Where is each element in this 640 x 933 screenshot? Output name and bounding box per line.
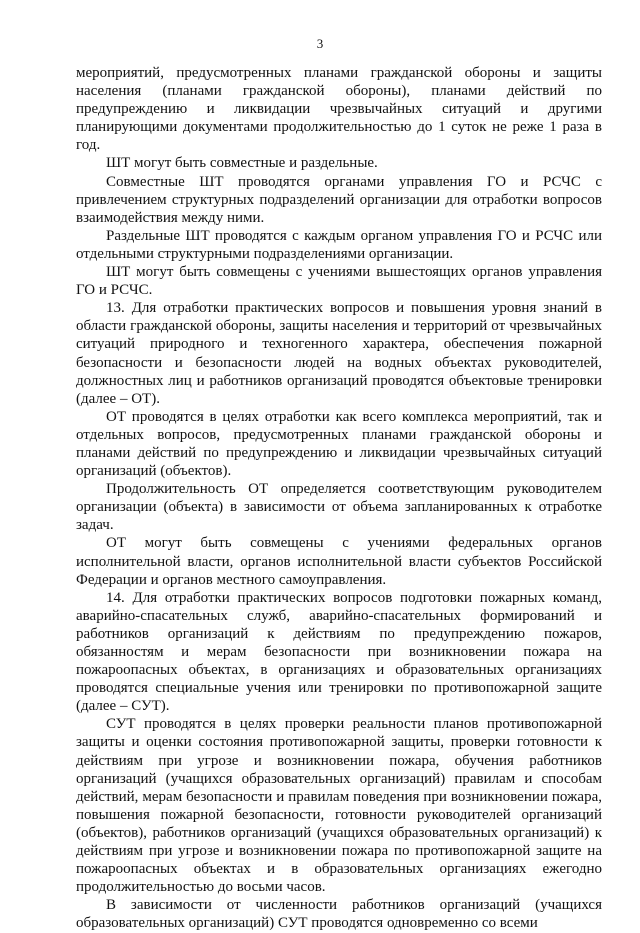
paragraph: ОТ проводятся в целях отработки как всего комплекса мероприятий, так и отдельных вопросов, предусмотренных планами гражданской обороны и планами действий по предупреждению и ликвидации чрезвычайных ситуаций организаций (объектов). <box>76 408 602 480</box>
paragraph: СУТ проводятся в целях проверки реальности планов противопожарной защиты и оценки состояния противопожарной защиты, проверки готовности к действиям при угрозе и возникновении пожара, обучения работников организаций (учащихся образовательных организаций) правилам и способам действий, мерам безопасности и правилам поведения при возникновении пожара, повышения пожарной безопасности, готовности руководителей организаций (объектов), работников организаций (учащихся образовательных организаций) к действиям при угрозе и возникновении пожара по противопожарной защите на пожароопасных объектах и в образовательных организациях ежегодно продолжительностью до восьми часов. <box>76 716 602 896</box>
paragraph: ШТ могут быть совмещены с учениями вышестоящих органов управления ГО и РСЧС. <box>76 264 602 299</box>
paragraph: В зависимости от численности работников организаций (учащихся образовательных организаций) СУТ проводятся одновременно со всеми <box>76 897 602 932</box>
paragraph: ШТ могут быть совместные и раздельные. <box>106 155 378 172</box>
paragraph: ОТ могут быть совмещены с учениями федеральных органов исполнительной власти, органов исполнительной власти субъектов Российской Федерации и органов местного самоуправления. <box>76 535 602 588</box>
page-number: 3 <box>316 36 324 51</box>
paragraph: Совместные ШТ проводятся органами управления ГО и РСЧС с привлечением структурных подразделений организации для отработки вопросов взаимодействия между ними. <box>76 173 602 226</box>
document-body <box>76 64 602 933</box>
paragraph: Продолжительность ОТ определяется соответствующим руководителем организации (объекта) в зависимости от объема запланированных к отработке задач. <box>76 481 602 534</box>
paragraph: 13. Для отработки практических вопросов и повышения уровня знаний в области гражданской обороны, защиты населения и территорий от чрезвычайных ситуаций природного и техногенного характера, обеспечения пожарной безопасности и безопасности людей на водных объектах руководителей, должностных лиц и работников организаций проводятся объектовые тренировки (далее – ОТ). <box>76 300 602 407</box>
paragraph: 14. Для отработки практических вопросов подготовки пожарных команд, аварийно-спасательных служб, аварийно-спасательных формирований и работников организаций к действиям по предупреждению пожаров, обязанностям и мерам безопасности при возникновении пожара на пожароопасных объектах, в организациях и образовательных организациях проводятся специальные учения или тренировки по противопожарной защите (далее – СУТ). <box>76 589 602 715</box>
paragraph: мероприятий, предусмотренных планами гражданской обороны и защиты населения (планами гражданской обороны), планами действий по предупреждению и ликвидации чрезвычайных ситуаций и другими планирующими документами продолжительностью до 1 суток не реже 1 раза в год. <box>76 65 602 154</box>
paragraph: Раздельные ШТ проводятся с каждым органом управления ГО и РСЧС или отдельными структурными подразделениями организации. <box>76 227 602 262</box>
